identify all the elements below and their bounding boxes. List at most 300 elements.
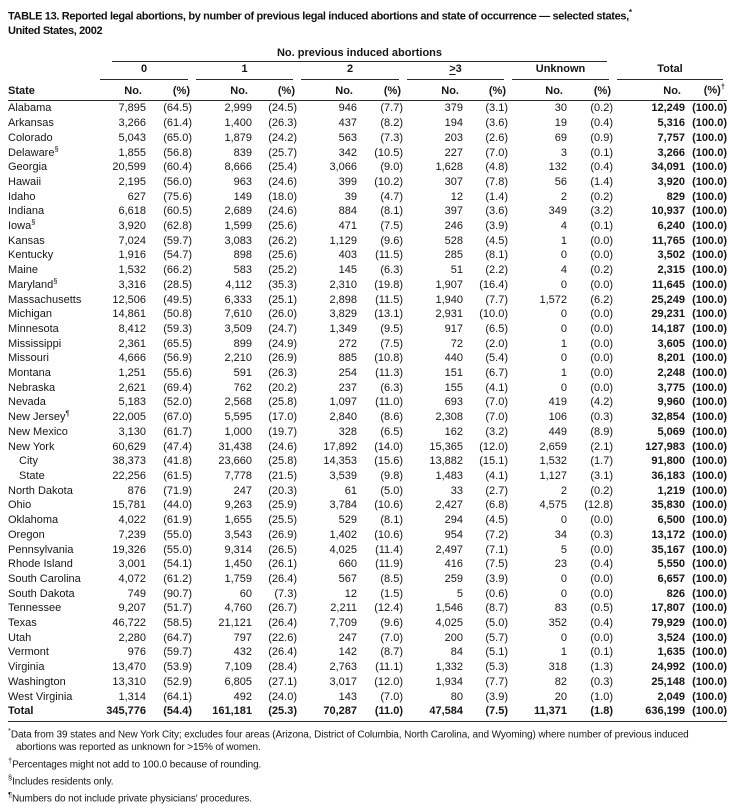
state-name: New Jersey [8,411,66,424]
abortions-by-previous-abortions-table [8,46,727,722]
table-row [8,278,727,293]
value-cell: (4.1) [485,381,508,394]
value-cell: (52.0) [163,396,192,409]
value-cell: (35.3) [268,278,297,291]
value-cell: 200 [444,631,463,644]
value-cell: (100.0) [692,572,727,585]
group-label: 1 [196,62,293,80]
state-cell [8,440,96,455]
state-cell [8,631,96,646]
value-cell: 1,450 [224,558,252,571]
value-cell: (44.0) [163,499,192,512]
state-cell [8,513,96,528]
value-cell: 29,231 [651,308,685,321]
value-cell: 399 [338,175,357,188]
state-cell [8,219,96,234]
value-cell: (100.0) [692,102,727,115]
value-cell: (100.0) [692,146,727,159]
value-cell: (3.1) [485,102,508,115]
value-cell: 3 [560,146,567,159]
group-label: 2 [301,62,399,80]
value-cell: (0.1) [590,220,613,233]
value-cell: (10.0) [479,308,508,321]
value-cell: (8.1) [380,205,403,218]
value-cell: (9.5) [380,322,403,335]
state-cell [8,322,96,337]
value-cell: (100.0) [685,704,727,721]
header-group-row [8,62,727,80]
value-cell: (0.1) [590,646,613,659]
value-cell: 3,130 [118,425,146,438]
value-cell: 5 [456,587,463,600]
value-cell: 7,109 [224,661,252,674]
value-cell: (65.5) [163,337,192,350]
col-header-state: State [8,80,96,101]
state-cell [8,381,96,396]
value-cell: (3.2) [590,205,613,218]
state-name: Massachusetts [8,293,82,306]
value-cell: (10.2) [374,175,403,188]
value-cell: (18.0) [268,190,297,203]
value-cell: 1 [560,367,567,380]
state-name: Hawaii [8,175,42,188]
value-cell: (2.7) [485,484,508,497]
title-line1: TABLE 13. Reported legal abortions, by number of previous legal induced abortions and state of occurrence — selected states, [8,10,629,23]
value-cell: (26.9) [268,352,297,365]
value-cell: 34 [554,528,567,541]
value-cell: 19 [554,117,567,130]
value-cell: (26.0) [268,308,297,321]
value-cell: (1.0) [590,690,613,703]
value-cell: (59.7) [163,646,192,659]
value-cell: (11.0) [357,704,403,721]
value-cell: 79,929 [651,617,685,630]
state-cell [8,190,96,205]
value-cell: (11.9) [375,558,403,571]
value-cell: 3,543 [224,528,252,541]
value-cell: (59.7) [163,234,192,247]
value-cell: 2,999 [224,102,252,115]
value-cell: 61 [344,484,357,497]
value-cell: 33 [450,484,463,497]
value-cell: 591 [233,367,252,380]
group-label: Unknown [512,62,609,80]
value-cell: (9.6) [380,617,403,630]
value-cell: (62.8) [163,220,192,233]
value-cell: 82 [554,675,567,688]
value-cell: 976 [127,646,146,659]
value-cell: (17.0) [268,411,297,424]
value-cell: 1,129 [329,234,357,247]
table-header [8,46,727,101]
value-cell: 1,349 [329,322,357,335]
value-cell: (90.7) [163,587,192,600]
table-row [8,395,727,410]
value-cell: 35,167 [651,543,685,556]
value-cell: (56.8) [163,146,192,159]
value-cell: 161,181 [192,704,252,721]
state-cell [8,131,96,146]
value-cell: 2,049 [657,690,685,703]
value-cell: (27.1) [268,675,297,688]
value-cell: (100.0) [692,293,727,306]
value-cell: (26.3) [268,117,297,130]
value-cell: 23 [554,558,567,571]
spacer-cell [8,62,96,80]
value-cell: (100.0) [692,440,727,453]
value-cell: (3.9) [485,690,508,703]
state-cell [8,263,96,278]
col-header-no: No. [613,80,685,101]
value-cell: 24,992 [651,661,685,674]
value-cell: (0.4) [590,117,613,130]
value-cell: (100.0) [692,661,727,674]
state-name: Tennessee [8,602,62,615]
value-cell: 492 [233,690,252,703]
value-cell: 1,655 [224,514,252,527]
state-cell [8,601,96,616]
col-header-pct: (%) [146,80,192,101]
value-cell: 13,882 [429,455,463,468]
value-cell: (100.0) [692,543,727,556]
value-cell: 12,506 [112,293,146,306]
value-cell: (10.8) [374,352,403,365]
value-cell: 0 [560,249,567,262]
value-cell: 106 [548,411,567,424]
table-row [8,543,727,558]
state-cell [8,645,96,660]
state-name: Delaware [8,146,55,159]
value-cell: (26.2) [268,234,297,247]
value-cell: 149 [233,190,252,203]
value-cell: (24.0) [268,690,297,703]
value-cell: (100.0) [692,484,727,497]
table-row [8,293,727,308]
value-cell: (8.5) [380,572,403,585]
value-cell: (64.5) [163,102,192,115]
value-cell: (26.3) [268,367,297,380]
value-cell: (6.5) [380,425,403,438]
value-cell: (100.0) [692,455,727,468]
value-cell: (15.6) [374,455,403,468]
value-cell: 583 [233,264,252,277]
value-cell: 5 [560,543,567,556]
value-cell: (60.5) [163,205,192,218]
value-cell: (100.0) [692,528,727,541]
value-cell: 145 [338,264,357,277]
value-cell: (59.3) [163,322,192,335]
value-cell: 21,121 [218,617,252,630]
value-cell: (4.8) [485,161,508,174]
value-cell: 2,840 [329,411,357,424]
state-cell [8,293,96,308]
value-cell: (8.1) [380,514,403,527]
value-cell: (6.2) [590,293,613,306]
value-cell: 1,219 [657,484,685,497]
value-cell: 155 [444,381,463,394]
value-cell: 1,599 [224,220,252,233]
table-row [8,160,727,175]
value-cell: (0.0) [590,308,613,321]
value-cell: 349 [548,205,567,218]
value-cell: 963 [233,175,252,188]
value-cell: (100.0) [692,617,727,630]
value-cell: 3,524 [657,631,685,644]
spacer-cell [613,46,727,63]
value-cell: (56.9) [163,352,192,365]
value-cell: 1,400 [224,117,252,130]
state-name: Minnesota [8,322,59,335]
value-cell: (12.0) [374,675,403,688]
state-cell [8,528,96,543]
value-cell: (24.6) [268,175,297,188]
value-cell: 1,916 [118,249,146,262]
value-cell: (0.4) [590,161,613,174]
value-cell: (0.0) [590,381,613,394]
value-cell: (3.6) [485,117,508,130]
header-spanner-row [8,46,727,63]
value-cell: (2.6) [485,131,508,144]
value-cell: 6,805 [224,675,252,688]
value-cell: (61.2) [163,572,192,585]
value-cell: 7,239 [118,528,146,541]
value-cell: (5.7) [485,631,508,644]
value-cell: 0 [560,308,567,321]
value-cell: 80 [450,690,463,703]
value-cell: 1,483 [435,470,463,482]
value-cell: 1,546 [435,602,463,615]
value-cell: 567 [338,572,357,585]
state-name: Vermont [8,646,49,659]
value-cell: 529 [338,514,357,527]
table-row [8,351,727,366]
value-cell: 9,960 [657,396,685,409]
table-row [8,381,727,396]
value-cell: (25.1) [268,293,297,306]
state-name: Maine [8,264,38,277]
value-cell: (5.3) [485,661,508,674]
value-cell: 1,635 [657,646,685,659]
value-cell: 4,666 [118,352,146,365]
value-cell: 25,148 [651,675,685,688]
value-cell: (7.0) [485,146,508,159]
value-cell: (3.2) [485,425,508,438]
value-cell: 22,256 [112,470,146,482]
value-cell: (7.5) [380,337,403,350]
header-subrow [8,80,727,101]
value-cell: (61.9) [163,514,192,527]
value-cell: 84 [450,646,463,659]
value-cell: (5.1) [485,646,508,659]
value-cell: 11,371 [508,704,567,721]
state-name: Utah [8,631,32,644]
col-header-pct: (%) [567,80,613,101]
value-cell: 1,314 [118,690,146,703]
value-cell: (4.5) [485,514,508,527]
value-cell: 2,211 [330,602,357,615]
value-cell: 403 [338,249,357,262]
value-cell: (9.8) [380,470,403,482]
value-cell: (56.0) [163,175,192,188]
value-cell: 12,249 [651,102,685,115]
state-cell [8,469,96,484]
value-cell: (3.1) [590,470,613,482]
value-cell: 19,326 [112,543,146,556]
spanner-label: No. previous induced abortions [112,46,607,63]
value-cell: (100.0) [692,411,727,424]
state-cell [8,660,96,675]
table-row [8,704,727,721]
value-cell: (0.2) [590,102,613,115]
value-cell: 13,172 [651,528,685,541]
value-cell: (26.5) [268,543,297,556]
value-cell: 5,043 [118,131,146,144]
state-cell [8,572,96,587]
col-group-unknown [508,62,613,80]
value-cell: 1,934 [435,675,463,688]
state-cell [8,248,96,263]
state-cell [8,690,96,705]
table-row [8,410,727,425]
value-cell: 46,722 [112,617,146,630]
value-cell: (0.0) [590,352,613,365]
value-cell: 3,775 [657,381,685,394]
pct-footnote-marker: † [720,82,725,92]
value-cell: (7.3) [274,587,297,600]
value-cell: 1,628 [435,161,463,174]
value-cell: 4,025 [329,543,357,556]
value-cell: (6.3) [380,381,403,394]
value-cell: (6.5) [485,322,508,335]
value-cell: (100.0) [692,322,727,335]
value-cell: 151 [444,367,463,380]
state-name: North Dakota [8,484,73,497]
value-cell: 60 [239,587,252,600]
state-cell [8,454,96,469]
value-cell: 51 [450,264,463,277]
value-cell: (61.4) [163,117,192,130]
state-footnote-marker: § [54,145,59,153]
state-cell [8,160,96,175]
value-cell: 194 [444,117,463,130]
value-cell: (0.0) [590,631,613,644]
value-cell: (7.2) [485,528,508,541]
state-cell [8,351,96,366]
table-row [8,204,727,219]
state-cell [8,543,96,558]
value-cell: 254 [338,367,357,380]
value-cell: 1,532 [118,264,146,277]
table-row [8,498,727,513]
value-cell: (6.8) [485,499,508,512]
value-cell: 3,066 [329,161,357,174]
value-cell: (50.8) [163,308,192,321]
value-cell: 6,618 [118,205,146,218]
table-footnotes [8,725,727,806]
value-cell: 14,187 [651,322,685,335]
value-cell: 2,689 [224,205,252,218]
value-cell: 23,660 [218,455,252,468]
value-cell: (100.0) [692,514,727,527]
value-cell: 440 [444,352,463,365]
value-cell: (12.8) [584,499,613,512]
value-cell: 7,757 [657,131,685,144]
value-cell: (54.7) [163,249,192,262]
value-cell: 2,568 [224,396,252,409]
value-cell: 397 [444,205,463,218]
value-cell: 419 [548,396,567,409]
value-cell: (10.6) [374,528,403,541]
value-cell: 13,310 [112,675,146,688]
value-cell: 4,575 [539,499,567,512]
value-cell: 3,509 [224,322,252,335]
footnote [8,789,727,806]
value-cell: 4,022 [118,514,146,527]
value-cell: (0.1) [590,146,613,159]
value-cell: (0.3) [590,675,613,688]
value-cell: (24.7) [268,322,297,335]
value-cell: (24.6) [268,440,297,453]
col-group-previous-induced-abortions [96,46,613,63]
value-cell: (5.0) [380,484,403,497]
value-cell: 3,829 [329,308,357,321]
value-cell: (55.0) [163,528,192,541]
state-name: New York [8,440,55,453]
value-cell: 342 [338,146,357,159]
value-cell: (0.6) [485,587,508,600]
value-cell: 0 [560,572,567,585]
value-cell: (54.4) [146,704,192,721]
value-cell: 7,895 [118,102,146,115]
value-cell: 3,266 [118,117,146,130]
value-cell: 328 [338,425,357,438]
value-cell: (7.0) [485,396,508,409]
state-name: Arkansas [8,117,54,130]
value-cell: (3.9) [485,572,508,585]
value-cell: 127,983 [645,440,685,453]
state-name: Georgia [8,161,48,174]
table-row [8,425,727,440]
value-cell: 826 [666,587,685,600]
value-cell: 285 [444,249,463,262]
value-cell: (3.9) [485,220,508,233]
value-cell: (100.0) [692,308,727,321]
value-cell: (28.5) [163,278,192,291]
value-cell: 9,207 [118,602,146,615]
value-cell: (28.4) [268,661,297,674]
value-cell: 416 [444,558,463,571]
value-cell: 8,666 [224,161,252,174]
value-cell: (4.2) [590,396,613,409]
value-cell: 884 [338,205,357,218]
value-cell: (0.4) [590,617,613,630]
state-cell [8,704,96,721]
group-label: Total [617,62,723,80]
state-name: Total [8,705,34,718]
table-row [8,645,727,660]
value-cell: 15,365 [429,440,463,453]
value-cell: 5,550 [657,558,685,571]
value-cell: 3,001 [118,558,146,571]
table-row [8,572,727,587]
value-cell: (2.1) [590,440,613,453]
col-group-2 [297,62,403,80]
footnote-text: Numbers do not include private physicians' procedures. [11,793,252,805]
value-cell: 20 [554,690,567,703]
table-row [8,528,727,543]
table-row [8,454,727,469]
value-cell: 5,316 [657,117,685,130]
